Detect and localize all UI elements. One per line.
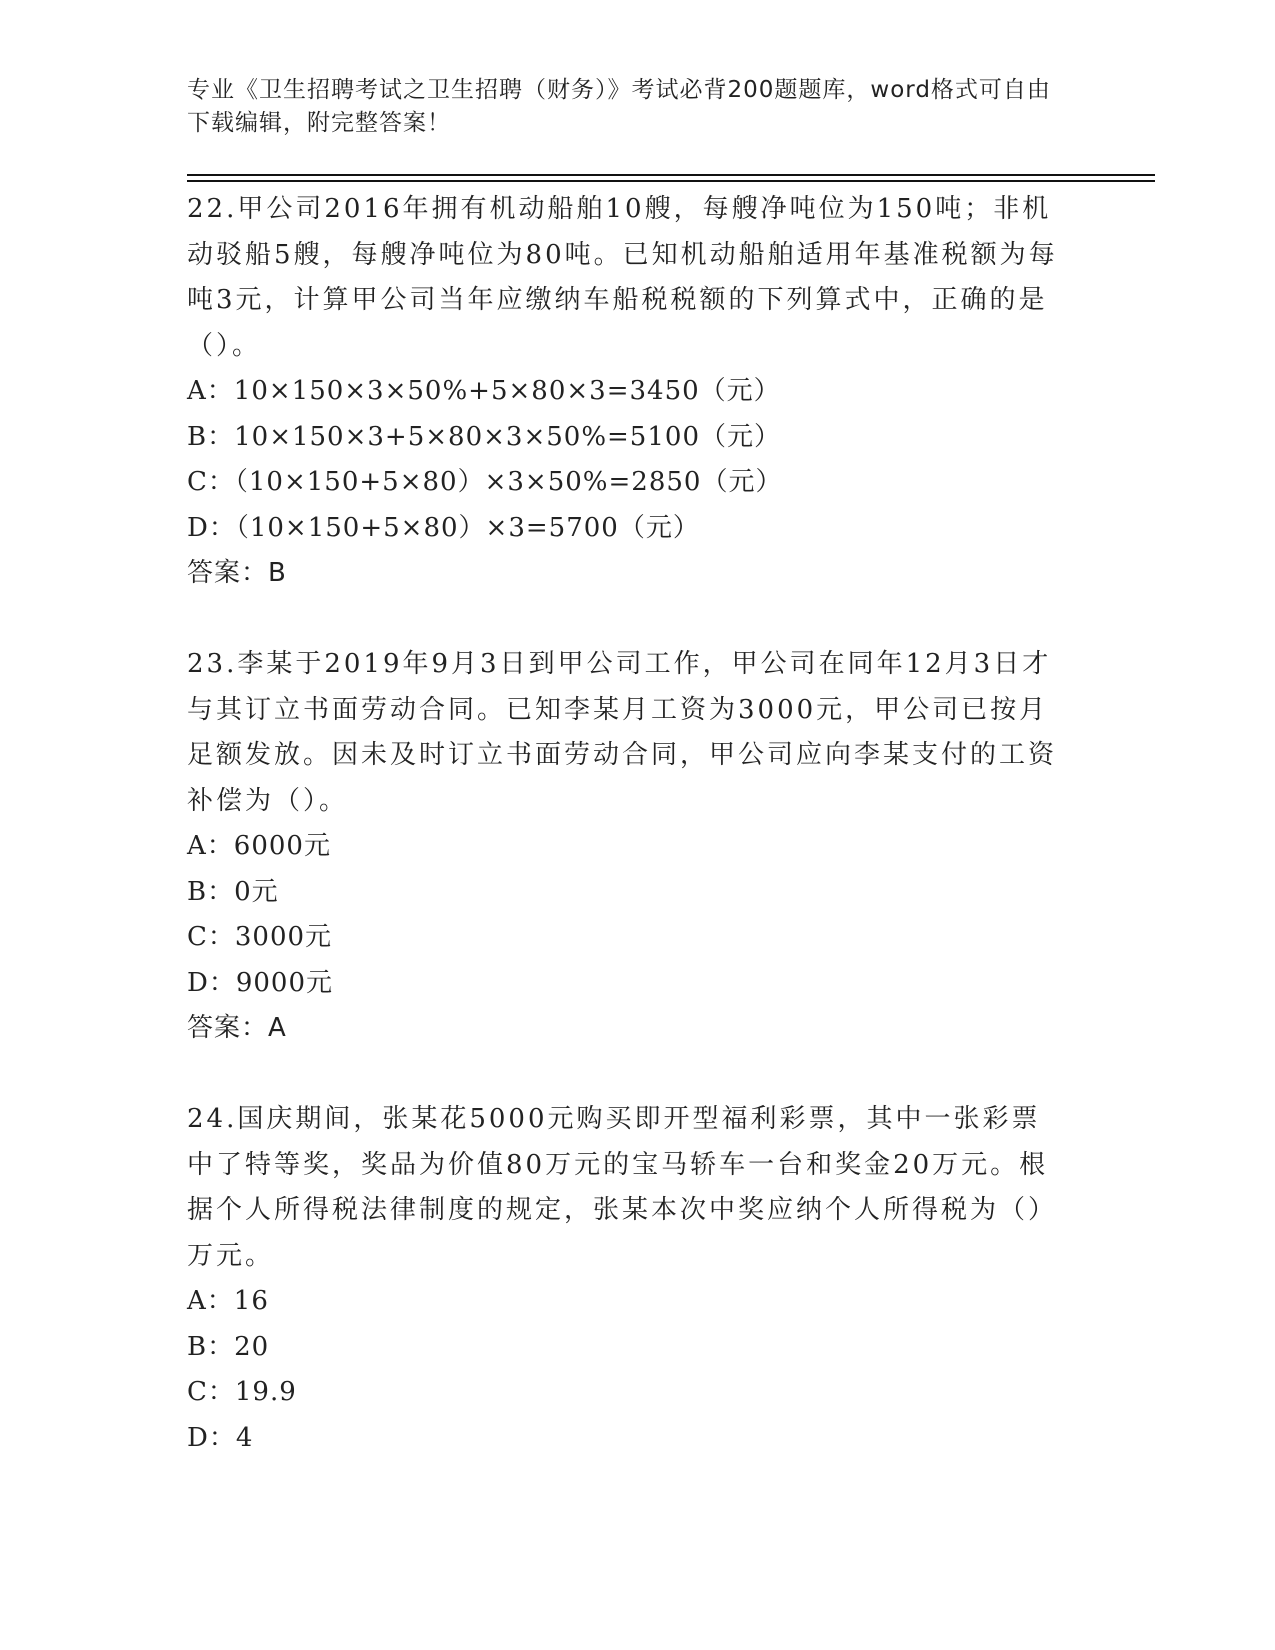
question-stem: 24.国庆期间，张某花5000元购买即开型福利彩票，其中一张彩票中了特等奖，奖品为价值80万元的宝马轿车一台和奖金20万元。根据个人所得税法律制度的规定，张某本次中奖应纳个人所得税为（）万元。 xyxy=(187,1104,1058,1271)
option-c: C：3000元 xyxy=(187,922,333,952)
option-a: A：16 xyxy=(187,1286,269,1316)
header-divider-top xyxy=(187,174,1155,176)
answer: 答案：B xyxy=(187,558,287,588)
header-divider-bottom xyxy=(187,180,1155,182)
option-d: D：9000元 xyxy=(187,967,334,998)
question-24 xyxy=(187,1097,1067,1461)
question-stem: 22.甲公司2016年拥有机动船舶10艘，每艘净吨位为150吨；非机动驳船5艘，每艘净吨位为80吨。已知机动船舶适用年基准税额为每吨3元，计算甲公司当年应缴纳车船税税额的下列算式中，正确的是（）。 xyxy=(187,194,1058,361)
option-d: D：（10×150+5×80）×3=5700（元） xyxy=(187,512,700,543)
option-a: A：10×150×3×50%+5×80×3=3450（元） xyxy=(187,376,781,406)
option-b: B：20 xyxy=(187,1331,270,1362)
option-d: D：4 xyxy=(187,1422,254,1453)
question-stem: 23.李某于2019年9月3日到甲公司工作，甲公司在同年12月3日才与其订立书面劳动合同。已知李某月工资为3000元，甲公司已按月足额发放。因未及时订立书面劳动合同，甲公司应向李某支付的工资补偿为（）。 xyxy=(187,649,1058,816)
option-c: C：19.9 xyxy=(187,1377,297,1407)
answer: 答案：A xyxy=(187,1013,287,1043)
document-header: 专业《卫生招聘考试之卫生招聘（财务）》考试必背200题题库，word格式可自由下载编辑，附完整答案！ xyxy=(187,77,1051,136)
option-c: C：（10×150+5×80）×3×50%=2850（元） xyxy=(187,467,783,497)
question-23 xyxy=(187,642,1067,1052)
option-b: B：10×150×3+5×80×3×50%=5100（元） xyxy=(187,421,781,452)
option-b: B：0元 xyxy=(187,876,279,907)
option-a: A：6000元 xyxy=(187,831,331,861)
question-22 xyxy=(187,187,1067,597)
